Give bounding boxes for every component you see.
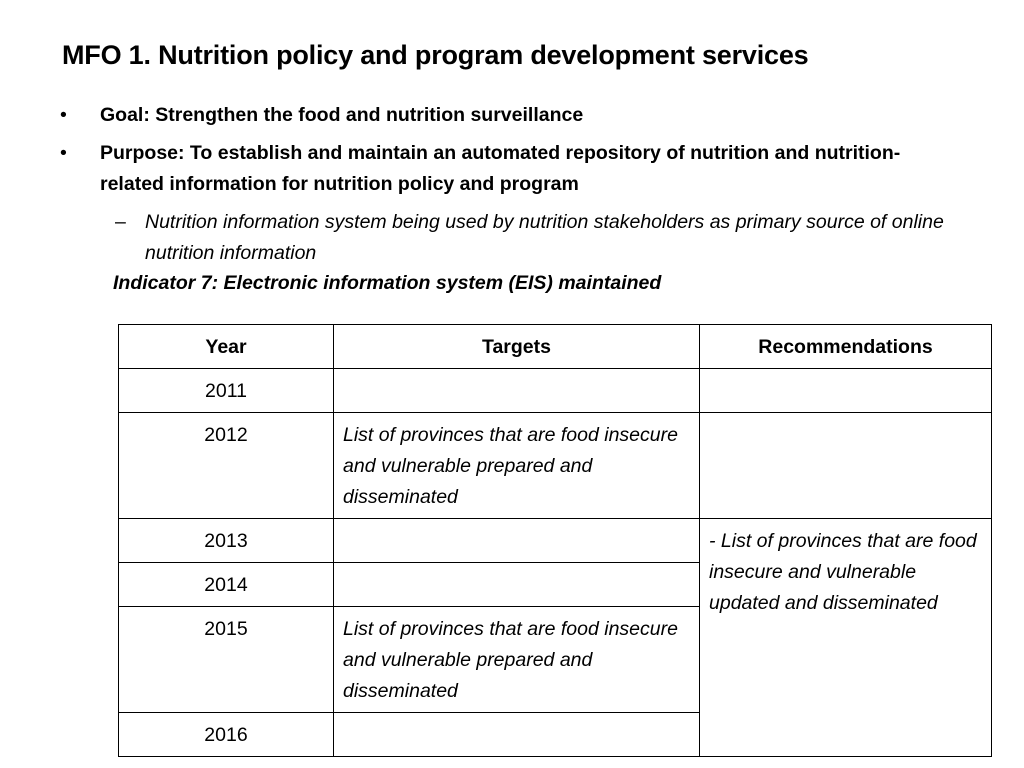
sub-bullet-text: Nutrition information system being used by nutrition stakeholders as primary source of online nutrition information <box>145 211 944 264</box>
header-targets: Targets <box>334 325 700 369</box>
recommendation-merged-cell: - List of provinces that are food insecure and vulnerable updated and disseminated <box>700 519 992 757</box>
year-cell: 2014 <box>119 563 334 607</box>
bullet-goal <box>60 100 960 131</box>
year-cell: 2011 <box>119 369 334 413</box>
slide-title: MFO 1. Nutrition policy and program development services <box>62 40 809 70</box>
year-cell: 2012 <box>119 413 334 519</box>
year-cell: 2015 <box>119 607 334 713</box>
bullet-list <box>60 100 960 269</box>
target-cell: List of provinces that are food insecure and vulnerable prepared and disseminated <box>334 413 700 519</box>
targets-table <box>118 324 992 757</box>
table-row <box>119 413 992 519</box>
table-row <box>119 519 992 563</box>
bullet-purpose <box>60 138 960 200</box>
bullet-mark: • <box>60 142 67 164</box>
recommendation-cell <box>700 369 992 413</box>
bullet-goal-text: Goal: Strengthen the food and nutrition surveillance <box>100 104 584 126</box>
sub-bullet <box>60 207 945 269</box>
recommendation-cell <box>700 413 992 519</box>
target-cell <box>334 713 700 757</box>
bullet-purpose-text: Purpose: To establish and maintain an automated repository of nutrition and nutrition-related information for nutrition policy and program <box>100 142 901 195</box>
header-recommendations: Recommendations <box>700 325 992 369</box>
header-year: Year <box>119 325 334 369</box>
year-cell: 2013 <box>119 519 334 563</box>
year-cell: 2016 <box>119 713 334 757</box>
table-row <box>119 369 992 413</box>
target-cell: List of provinces that are food insecure and vulnerable prepared and disseminated <box>334 607 700 713</box>
sub-bullet-mark: – <box>115 211 126 233</box>
target-cell <box>334 563 700 607</box>
bullet-mark: • <box>60 104 67 126</box>
indicator-label: Indicator 7: Electronic information system (EIS) maintained <box>113 272 662 294</box>
target-cell <box>334 519 700 563</box>
target-cell <box>334 369 700 413</box>
table-header-row <box>119 325 992 369</box>
